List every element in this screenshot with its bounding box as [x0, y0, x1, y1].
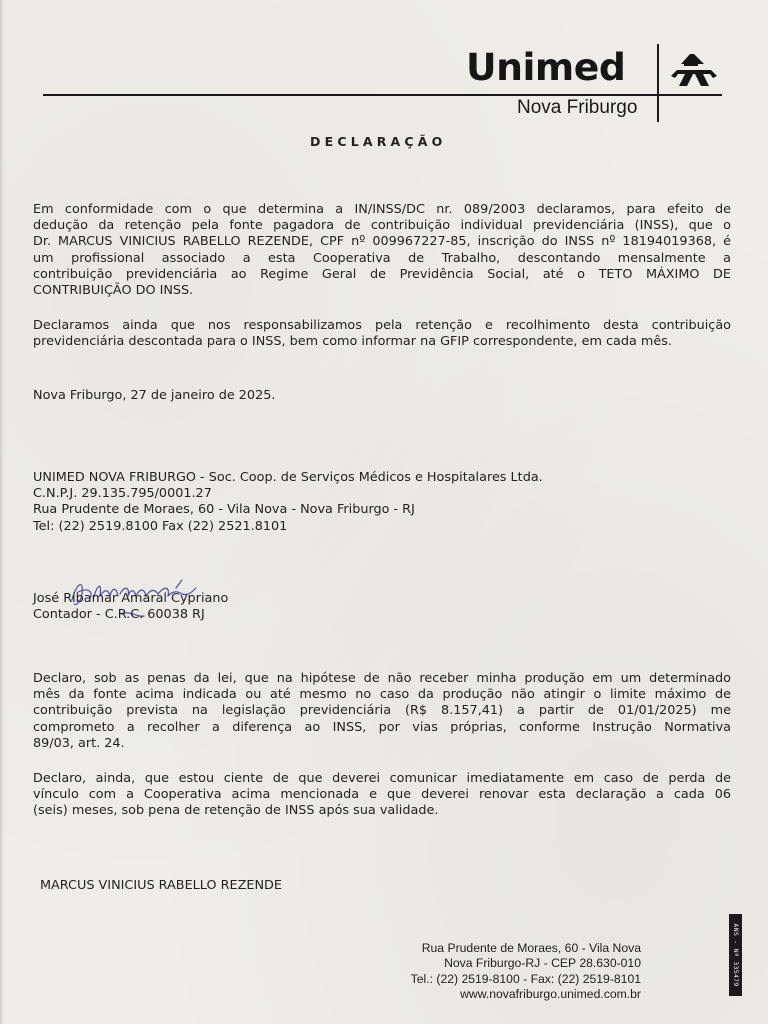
footer-contact	[411, 941, 641, 1002]
company-name: UNIMED NOVA FRIBURGO - Soc. Coop. de Serviços Médicos e Hospitalares Ltda.	[33, 470, 543, 485]
paragraph-line: Dr. MARCUS VINICIUS RABELLO REZENDE, CPF nº 009967227-85, inscrição do INSS nº 18194019368, é	[33, 234, 731, 250]
signer-name: MARCUS VINICIUS RABELLO REZENDE	[40, 878, 282, 893]
signer-block	[40, 878, 738, 894]
logo-divider	[657, 44, 659, 122]
brand-logo-text: Unimed	[466, 46, 626, 89]
paragraph-line: (seis) meses, sob pena de retenção de INSS após sua validade.	[33, 803, 439, 819]
company-phone: Tel: (22) 2519.8100 Fax (22) 2521.8101	[33, 518, 288, 534]
paragraph-line: comprometo a recolher a diferença ao INSS, por vias próprias, conforme Instrução Normativa	[33, 719, 731, 735]
footer-city-cep: Nova Friburgo-RJ - CEP 28.630-010	[444, 956, 641, 971]
paragraph-line: Declaro, sob as penas da lei, que na hipótese de não receber minha produção em um determinado	[33, 671, 731, 686]
paragraph-own-contribution	[33, 671, 731, 752]
footer-phone: Tel.: (22) 2519-8100 - Fax: (22) 2519-8101	[410, 971, 641, 986]
accountant-name: José Ribamar Amaral Cypriano	[33, 591, 229, 606]
paragraph-line: dedução da retenção pela fonte pagadora de contribuição individual previdenciária (INSS), que o	[33, 218, 731, 234]
brand-city: Nova Friburgo	[517, 97, 638, 118]
scan-edge-shadow	[0, 0, 4, 1024]
paragraph-line: contribuição previdenciária ao Regime Geral de Previdência Social, até o TETO MÁXIMO DE	[33, 266, 731, 282]
paragraph-responsibility	[33, 318, 731, 350]
document-title: DECLARAÇÃO	[310, 134, 447, 149]
paragraph-declaration	[33, 202, 731, 299]
place-date	[33, 388, 731, 404]
paragraph-line: CONTRIBUIÇÃO DO INSS.	[33, 283, 194, 299]
footer-website: www.novafriburgo.unimed.com.br	[460, 986, 641, 1001]
ans-registry-stamp	[729, 914, 742, 996]
company-block	[33, 470, 731, 535]
company-cnpj: C.N.P.J. 29.135.795/0001.27	[33, 486, 212, 502]
paragraph-renewal	[33, 771, 731, 820]
paragraph-line: Em conformidade com o que determina a IN/INSS/DC nr. 089/2003 declaramos, para efeito de	[33, 202, 731, 217]
accountant-role: Contador - C.R.C. 60038 RJ	[33, 607, 205, 623]
header-rule	[43, 94, 722, 96]
paragraph-line: 89/03, art. 24.	[33, 735, 125, 751]
unimed-tree-logo-icon	[667, 52, 721, 88]
paragraph-line: Declaro, ainda, que estou ciente de que deverei comunicar imediatamente em caso de perda de	[33, 771, 731, 786]
ans-registry-text: ANS - Nº 335479	[731, 923, 740, 987]
place-date-text: Nova Friburgo, 27 de janeiro de 2025.	[33, 388, 276, 403]
paragraph-line: Declaramos ainda que nos responsabilizamos pela retenção e recolhimento desta contribuição	[33, 318, 731, 333]
paragraph-line: previdenciária descontada para o INSS, bem como informar na GFIP correspondente, em cada mês.	[33, 334, 672, 350]
accountant-block	[33, 591, 731, 623]
footer-address: Rua Prudente de Moraes, 60 - Vila Nova	[421, 941, 641, 955]
paragraph-line: mês da fonte acima indicada ou até mesmo no caso da produção não atingir o limite máximo de	[33, 687, 731, 703]
paragraph-line: vínculo com a Cooperativa acima mencionada e que deverei renovar esta declaração a cada 06	[33, 787, 731, 803]
paragraph-line: um profissional associado a esta Cooperativa de Trabalho, descontando mensalmente a	[33, 250, 731, 266]
paragraph-line: contribuição prevista na legislação previdenciária (R$ 8.157,41) a partir de 01/01/2025) me	[33, 703, 731, 719]
company-address: Rua Prudente de Moraes, 60 - Vila Nova - Nova Friburgo - RJ	[33, 502, 415, 518]
